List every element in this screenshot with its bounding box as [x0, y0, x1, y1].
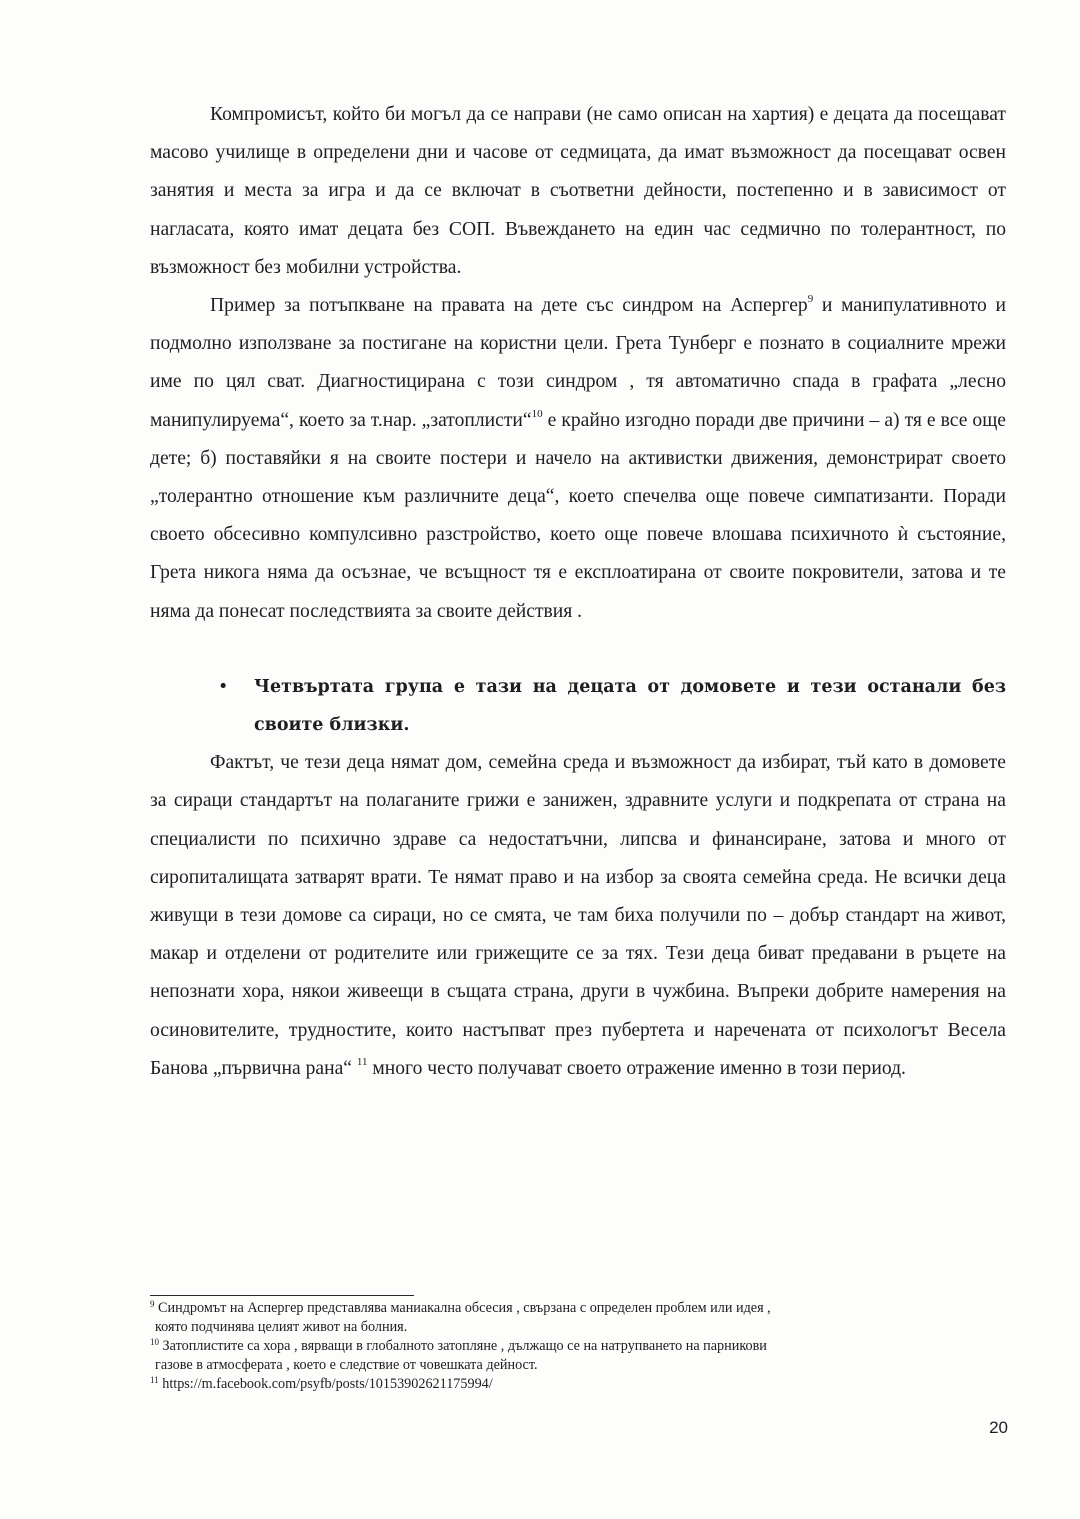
footnote-11: $^{11}$ https://m.facebook.com/psyfb/posts/10153902621175994/	[150, 1375, 493, 1392]
page-number: 20	[989, 1418, 1008, 1437]
bullet-text: Четвъртата група е тази на децата от домовете и тези останали без своите близки.	[254, 676, 1006, 736]
footnote-ref-10: 10	[531, 407, 543, 420]
bullet-icon: •	[218, 676, 229, 697]
paragraph-2: Пример за потъпкване на правата на дете със синдром на Аспергер$^9$ и манипулативното и подмолно използване за постигане на користни цели. Грета Тунберг е познато в социалните мрежи име по цял сват. Диагностицирана с този синдром , тя автоматично спада в графата „лесно манипулируема“, което за т.нар. „затоплисти“$^{10}$ е крайно изгодно поради две причини – а) тя е все още дете; б) поставяйки я на своите постери и начело на активистки движения, демонстрират своето „толерантно отношение към различните деца“, което спечелва още повече симпатизанти. Поради своето обсесивно компулсивно разстройство, което още повече влошава психичното ѝ състояние, Грета никога няма да осъзнае, че всъщност тя е експлоатирана от своите покровители, затова и те няма да понесат последствията за своите действия .	[150, 293, 1007, 622]
paragraph-1: Компромисът, който би могъл да се направи (не само описан на хартия) е децата да посещават масово училище в определени дни и часове от седмицата, да имат възможност да посещават освен занятия и места за игра и да се включат в съответни дейности, постепенно и в зависимост от нагласата, която имат децата без СОП. Въвеждането на един час седмично по толерантност, по възможност без мобилни устройства.	[150, 104, 1006, 278]
footnote-10: $^{10}$ Затоплистите са хора , вярващи в глобалното затопляне , дължащо се на натрупването на парникови газове в атмосферата , което е следствие от човешката дейност.	[150, 1337, 767, 1373]
body-text	[150, 96, 1006, 1088]
footnote-9: $^9$ Синдромът на Аспергер представлява маниакална обсесия , свързана с определен проблем или идея , която подчинява целият живот на болния.	[150, 1299, 771, 1335]
bullet-heading	[150, 668, 1006, 744]
footnotes	[150, 1299, 1006, 1394]
paragraph-3: Фактът, че тези деца нямат дом, семейна среда и възможност да избират, тъй като в домовете за сираци стандартът на полаганите грижи е занижен, здравните услуги и подкрепата от страна на специалисти по психично здраве са недостатъчни, липсва и финансиране, затова и много от сиропиталищата затварят врати. Те нямат право и на избор за своята семейна среда. Не всички деца живущи в тези домове са сираци, но се смята, че там биха получили по – добър стандарт на живот, макар и отделени от родителите или грижещите се за тях. Тези деца биват предавани в ръцете на непознати хора, някои живеещи в същата страна, други в чужбина. Въпреки добрите намерения на осиновителите, трудностите, които настъпват през пубертета и наречената от психологът Весела Банова „първична рана“ $^{11}$ много често получават своето отражение именно в този период.	[150, 752, 1006, 1079]
footnote-link[interactable]: https://m.facebook.com/psyfb/posts/10153902621175994/	[162, 1376, 493, 1392]
footnote-ref-11: 11	[356, 1055, 368, 1068]
footnote-separator	[150, 1295, 414, 1296]
footnote-ref-9: 9	[807, 293, 814, 306]
